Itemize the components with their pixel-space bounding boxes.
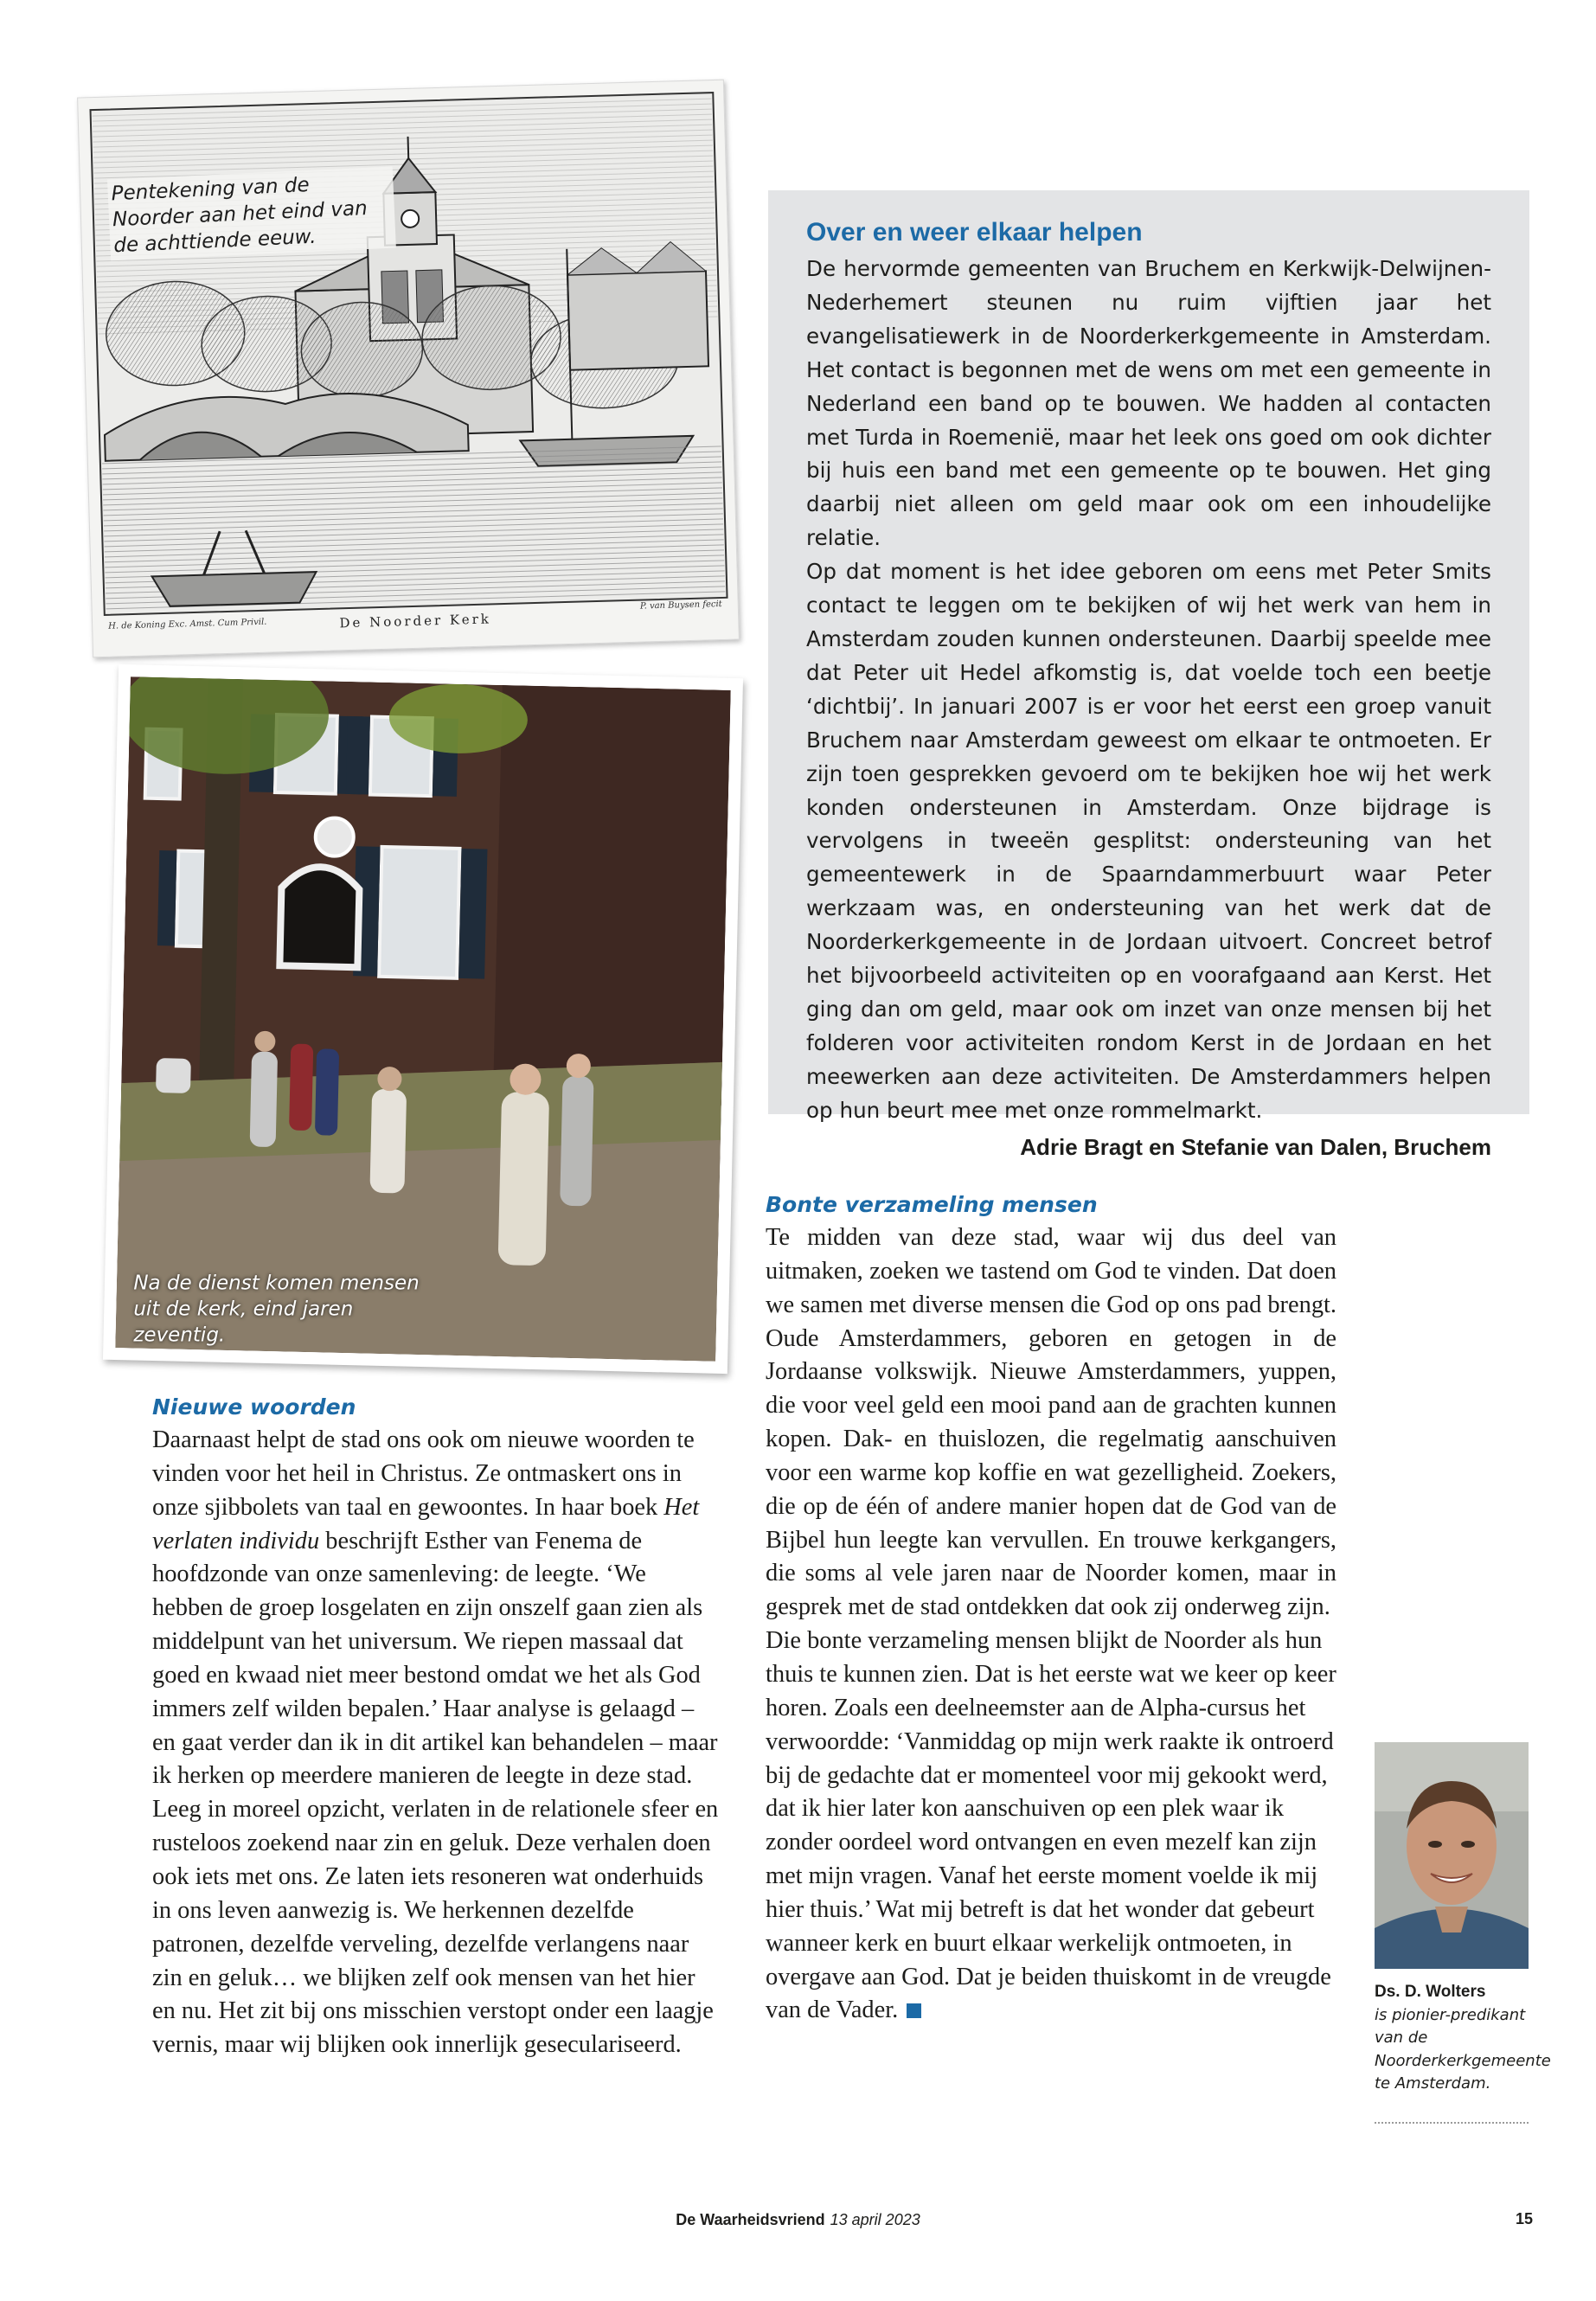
sidebar-paragraph: De hervormde gemeenten van Bruchem en Kerkwijk-Delwijnen-Nederhemert steunen nu ruim vijftien jaar het evangelisatiewerk in de Noorderkerkgemeente in Amsterdam. Het contact is begonnen met de wens om met een gemeente in Nederland een band op te bouwen. We hadden al contacten met Turda in Roemenië, maar het leek ons goed om ook dichter bij huis een band met een gemeente op te bouwen. Het ging daarbij niet alleen om geld maar ook om een inhoudelijke relatie. xyxy=(806,256,1491,551)
church-exterior-photo xyxy=(115,676,730,1362)
middle-column xyxy=(766,1189,1336,2028)
author-portrait xyxy=(1375,1742,1529,1969)
church-engraving-illustration xyxy=(78,80,740,658)
engraving-caption: Pentekening van de Noorder aan het eind van de achttiende eeuw. xyxy=(107,167,396,261)
body-text: beschrijft Esther van Fenema de hoofdzonde van onze samenleving: de leegte. ‘We hebben de groep losgelaten en zijn onszelf gaan zien als middelpunt van het universum. We riepen massaal dat goed en kwaad niet meer bestond omdat we het als God immers zelf wilden bepalen.’ Haar analyse is gelaagd – en gaat verder dan ik in dit artikel kan behandelen – maar ik herken op meerdere manieren de leegte in deze stad. Leeg in moreel opzicht, verlaten in de relationele sfeer en rusteloos zoekend naar zin en geluk. Deze verhalen doen ook iets met ons. Ze laten iets resoneren wat onderhuids in ons leven aanwezig is. We herkennen dezelfde patronen, dezelfde verveling, dezelfde verlangens naar zin en geluk… we blijken zelf ook mensen van het hier en nu. Het zit bij ons misschien verstopt onder een laagje vernis, maar wij blijken ook innerlijk geseculariseerd. xyxy=(152,1527,719,2059)
church-photo-figure xyxy=(103,664,743,1374)
engraving-figure xyxy=(77,80,740,658)
body-paragraph xyxy=(152,1424,719,2062)
sidebar-heading: Over en weer elkaar helpen xyxy=(806,218,1143,247)
author-portrait-image xyxy=(1375,1742,1529,1969)
body-text: Daarnaast helpt de stad ons ook om nieuwe woorden te vinden voor het heil in Christus. Ze ontmaskert ons in onze sjibbolets van taal en gewoontes. In haar boek xyxy=(152,1426,695,1521)
author-divider xyxy=(1375,2122,1529,2124)
photo-caption: Na de dienst komen mensen uit de kerk, eind jaren zeventig. xyxy=(133,1272,420,1347)
body-paragraph xyxy=(766,1625,1336,2028)
body-text: Die bonte verzameling mensen blijkt de Noorder als hun thuis te kunnen zien. Dat is het eerste wat we keer op keer horen. Zoals een deelneemster aan de Alpha-cursus het verwoordde: ‘Vanmiddag op mijn werk raakte ik ontroerd bij de gedachte dat er momenteel voor mij gekookt werd, dat ik hier later kon aanschuiven op een plek waar ik zonder oordeel word ontvangen en even mezelf kan zijn met mijn vragen. Vanaf het eerste moment voelde ik mij hier thuis.’ Wat mij betreft is dat het wonder dat gebeurt wanneer kerk en buurt elkaar werkelijk ontmoeten, in overgave aan God. Dat je beiden thuiskomt in de vreugde van de Vader. xyxy=(766,1627,1336,2024)
engraving-publisher-credit: H. de Koning Exc. Amst. Cum Privil. xyxy=(108,617,267,631)
author-bio: is pionier-predikant van de Noorderkerkgemeente te Amsterdam. xyxy=(1375,2005,1551,2093)
author-bio-block xyxy=(1375,1981,1551,2096)
engraving-artist-credit: P. van Buysen fecit xyxy=(639,599,722,612)
section-heading-bonte-verzameling: Bonte verzameling mensen xyxy=(766,1192,1098,1217)
page-number: 15 xyxy=(1515,2210,1533,2227)
engraving-plate-title: De Noorder Kerk xyxy=(339,611,492,631)
left-column xyxy=(152,1391,719,2062)
page-footer xyxy=(0,2211,1596,2229)
sidebar-signature: Adrie Bragt en Stefanie van Dalen, Bruchem xyxy=(1020,1133,1491,1160)
book-title: Het verlaten individu xyxy=(152,1493,700,1554)
magazine-name: De Waarheidsvriend xyxy=(676,2211,825,2228)
sidebar-box xyxy=(768,190,1529,1160)
end-of-article-square-icon xyxy=(907,2003,921,2018)
sidebar-paragraph: Op dat moment is het idee geboren om eens met Peter Smits contact te leggen om te bekijken of wij het werk van hem in Amsterdam zouden kunnen ondersteunen. Daarbij speelde mee dat Peter uit Hedel afkomstig is, dat voelde toch een beetje ‘dichtbij’. In januari 2007 is er voor het eerst een groep vanuit Bruchem naar Amsterdam geweest om elkaar te ontmoeten. Er zijn toen gesprekken gevoerd om te bekijken hoe wij het werk konden ondersteunen in Amsterdam. Onze bijdrage is vervolgens in tweeën gesplitst: ondersteuning van het gemeentewerk in de Spaarndammerbuurt waar Peter werkzaam was, en ondersteuning van het werk dat de Noorderkerkgemeente in de Jordaan uitvoert. Concreet betrof het bijvoorbeeld activiteiten op en voorafgaand aan Kerst. Het ging dan om geld, maar ook om inzet van onze mensen bij het folderen voor activiteiten rondom Kerst in de Jordaan en het meewerken aan deze activiteiten. De Amsterdammers helpen op hun beurt mee met onze rommelmarkt. xyxy=(806,559,1491,1123)
author-name: Ds. D. Wolters xyxy=(1375,1983,1486,2001)
body-paragraph: Te midden van deze stad, waar wij dus deel van uitmaken, zoeken we tastend om God te vinden. Dat doen we samen met diverse mensen die God op ons pad brengt. Oude Amsterdammers, geboren en getogen in de Jordaanse volkswijk. Nieuwe Amsterdammers, yuppen, die voor veel geld een mooi pand aan de grachten kunnen kopen. Dak- en thuislozen, die regelmatig aanschuiven voor een warme kop koffie en wat gezelligheid. Zoekers, die op de één of andere manier hopen dat de God van de Bijbel hun leegte kan vervullen. En trouwe kerkgangers, die soms al vele jaren naar de Noorder komen, maar in gesprek met de stad ontdekken dat ook zij onderweg zijn. xyxy=(766,1224,1336,1621)
issue-date: 13 april 2023 xyxy=(830,2211,920,2228)
section-heading-nieuwe-woorden: Nieuwe woorden xyxy=(152,1394,356,1420)
